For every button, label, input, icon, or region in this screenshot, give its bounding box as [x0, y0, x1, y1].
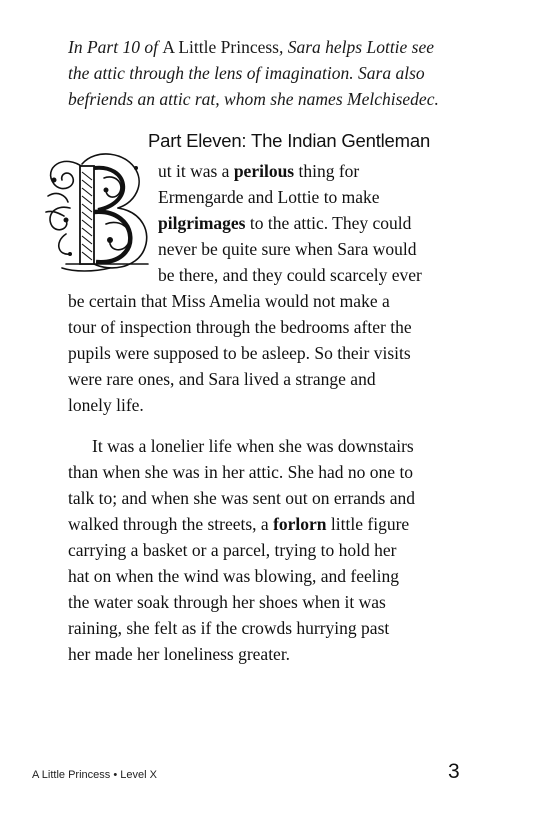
p1-line-10: lonely life. [68, 395, 144, 415]
p1-line-4: never be quite sure when Sara would [158, 239, 417, 259]
recap-line-3: befriends an attic rat, whom she names Melchisedec. [68, 89, 439, 109]
recap-book-title: A Little Princess [162, 37, 279, 57]
vocab-forlorn: forlorn [273, 514, 327, 534]
p1-line-7: tour of inspection through the bedrooms after the [68, 317, 412, 337]
chapter-recap [68, 34, 488, 112]
footer-book-level: A Little Princess • Level X [32, 769, 157, 781]
p2-line-2: than when she was in her attic. She had no one to [68, 462, 414, 482]
p1-line-6: be certain that Miss Amelia would not make a [68, 291, 390, 311]
p2-line-3: talk to; and when she was sent out on errands and [68, 488, 416, 508]
p2-line-6: hat on when the wind was blowing, and feeling [68, 566, 399, 586]
paragraph-1-cont [68, 288, 488, 418]
p2-line-9: her made her loneliness greater. [68, 644, 291, 664]
section-title: Part Eleven: The Indian Gentleman [148, 130, 431, 151]
story-text [68, 158, 488, 667]
p1-line-5: be there, and they could scarcely ever [158, 265, 422, 285]
paragraph-2 [68, 433, 488, 667]
paragraph-1 [68, 158, 488, 288]
dropcap-letter: B [44, 150, 45, 151]
recap-pre: In Part 10 of [68, 37, 163, 57]
p2-line-5: carrying a basket or a parcel, trying to hold her [68, 540, 397, 560]
page-number: 3 [448, 760, 460, 783]
recap-post: , Sara helps Lottie see [278, 37, 435, 57]
p2-line-7: the water soak through her shoes when it was [68, 592, 386, 612]
p1-line-2: Ermengarde and Lottie to make [158, 187, 380, 207]
p1-line-1: ut it was a perilous thing for [158, 161, 360, 181]
recap-line-2: the attic through the lens of imagination. Sara also [68, 63, 425, 83]
p1-line-8: pupils were supposed to be asleep. So their visits [68, 343, 411, 363]
vocab-pilgrimages: pilgrimages [158, 213, 246, 233]
p2-line-8: raining, she felt as if the crowds hurrying past [68, 618, 390, 638]
p2-line-1: It was a lonelier life when she was downstairs [92, 436, 414, 456]
p2-line-4: walked through the streets, a forlorn little figure [68, 514, 410, 534]
vocab-perilous: perilous [233, 161, 295, 181]
p1-line-9: were rare ones, and Sara lived a strange and [68, 369, 376, 389]
p1-line-3: pilgrimages to the attic. They could [158, 213, 412, 233]
